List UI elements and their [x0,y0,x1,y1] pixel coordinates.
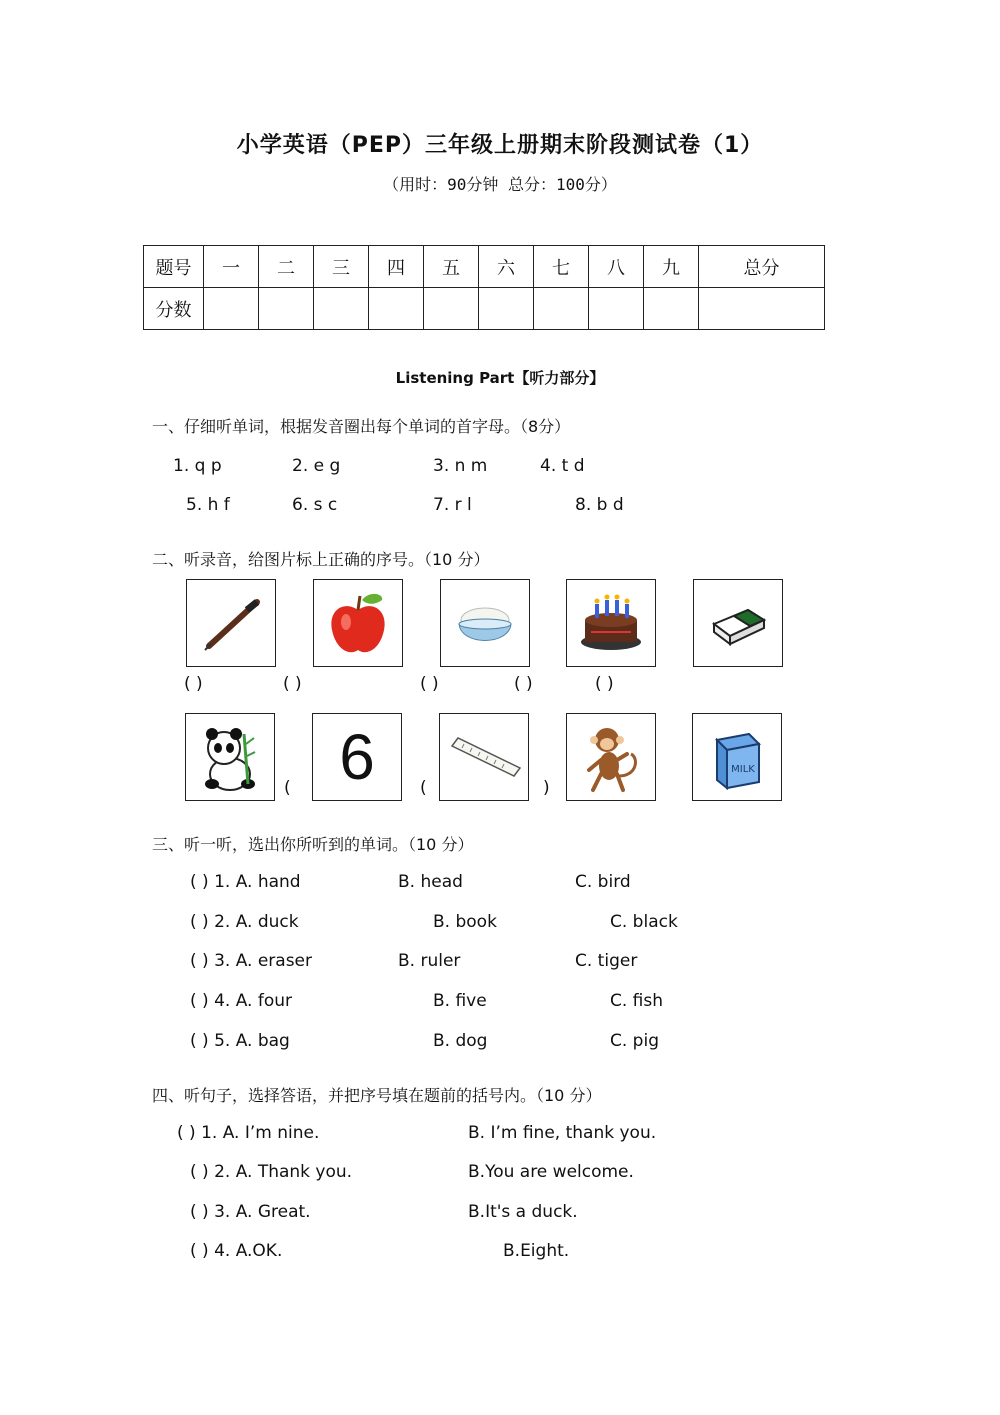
rice-picture [440,579,530,667]
score-input-9[interactable] [644,288,699,330]
s3-q1-a: ( ) 1. A. hand [190,872,301,892]
milk-picture [692,713,782,801]
s3-q2-b: B. book [433,912,497,932]
section4-heading: 四、听句子，选择答语，并把序号填在题前的括号内。（10 分） [152,1086,602,1105]
score-table [143,245,825,330]
score-input-8[interactable] [589,288,644,330]
score-cell-5: 五 [424,246,479,288]
answer-bracket-7-open[interactable]: ( [420,778,427,798]
score-row-label: 分数 [144,288,204,330]
s3-q5-a: ( ) 5. A. bag [190,1031,290,1051]
s3-q4-a: ( ) 4. A. four [190,991,292,1011]
birthday-cake-picture [566,579,656,667]
s3-q4-b: B. five [433,991,487,1011]
score-input-4[interactable] [369,288,424,330]
s1-item-2: 2. e g [292,456,341,476]
answer-bracket-5[interactable]: ( ) [595,674,614,694]
pen-icon [187,580,275,666]
answer-bracket-4[interactable]: ( ) [514,674,533,694]
score-cell-total: 总分 [699,246,825,288]
s3-q5-b: B. dog [433,1031,488,1051]
monkey-picture [566,713,656,801]
s3-q1-c: C. bird [575,872,631,892]
s1-item-8: 8. b d [575,495,624,515]
answer-bracket-6-open[interactable]: ( [284,778,291,798]
pen-picture [186,579,276,667]
apple-icon [314,580,402,666]
apple-picture [313,579,403,667]
score-input-3[interactable] [314,288,369,330]
milk-carton-icon [693,714,781,800]
score-cell-4: 四 [369,246,424,288]
score-input-5[interactable] [424,288,479,330]
s4-q3-b: B.It's a duck. [468,1202,578,1222]
score-cell-1: 一 [204,246,259,288]
milk-label: MILK [731,764,755,775]
s1-item-3: 3. n m [433,456,488,476]
s4-q2-b: B.You are welcome. [468,1162,634,1182]
section3-heading: 三、听一听，选出你所听到的单词。（10 分） [152,835,474,854]
s1-item-5: 5. h f [186,495,230,515]
cake-icon [567,580,655,666]
s4-q1-b: B. I’m fine, thank you. [468,1123,657,1143]
score-table-score-row [144,288,825,330]
s3-q5-c: C. pig [610,1031,659,1051]
score-input-2[interactable] [259,288,314,330]
score-table-header-row [144,246,825,288]
page-title: 小学英语（PEP）三年级上册期末阶段测试卷（1） [236,133,764,158]
eraser-icon [694,580,782,666]
s1-item-4: 4. t d [540,456,585,476]
score-input-6[interactable] [479,288,534,330]
score-cell-7: 七 [534,246,589,288]
s3-q3-c: C. tiger [575,951,638,971]
rice-bowl-icon [441,580,529,666]
s1-item-1: 1. q p [173,456,222,476]
section2-heading: 二、听录音，给图片标上正确的序号。（10 分） [152,550,490,569]
number-six-label: 6 [339,721,375,793]
ruler-picture [439,713,529,801]
s4-q2-a: ( ) 2. A. Thank you. [190,1162,353,1182]
s3-q3-b: B. ruler [398,951,461,971]
monkey-icon [567,714,655,800]
score-cell-2: 二 [259,246,314,288]
s3-q4-c: C. fish [610,991,664,1011]
panda-icon [186,714,274,800]
score-cell-8: 八 [589,246,644,288]
section1-heading: 一、仔细听单词，根据发音圈出每个单词的首字母。（8分） [152,417,571,436]
score-input-total[interactable] [699,288,825,330]
s3-q3-a: ( ) 3. A. eraser [190,951,313,971]
score-input-1[interactable] [204,288,259,330]
answer-bracket-2[interactable]: ( ) [283,674,302,694]
score-cell-6: 六 [479,246,534,288]
s1-item-6: 6. s c [292,495,338,515]
s4-q3-a: ( ) 3. A. Great. [190,1202,311,1222]
page-subtitle: （用时：90分钟 总分：100分） [383,175,617,194]
score-cell-label: 题号 [144,246,204,288]
eraser-picture [693,579,783,667]
listening-part-header: Listening Part【听力部分】 [395,369,605,387]
answer-bracket-1[interactable]: ( ) [184,674,203,694]
answer-bracket-3[interactable]: ( ) [420,674,439,694]
number-six-picture [312,713,402,801]
s3-q2-a: ( ) 2. A. duck [190,912,299,932]
score-cell-3: 三 [314,246,369,288]
s4-q1-a: ( ) 1. A. I’m nine. [177,1123,320,1143]
s4-q4-a: ( ) 4. A.OK. [190,1241,283,1261]
panda-picture [185,713,275,801]
answer-bracket-8-close[interactable]: ) [543,778,550,798]
score-input-7[interactable] [534,288,589,330]
s3-q2-c: C. black [610,912,678,932]
s4-q4-b: B.Eight. [503,1241,570,1261]
s1-item-7: 7. r l [433,495,472,515]
s3-q1-b: B. head [398,872,463,892]
ruler-icon [440,714,528,800]
score-cell-9: 九 [644,246,699,288]
